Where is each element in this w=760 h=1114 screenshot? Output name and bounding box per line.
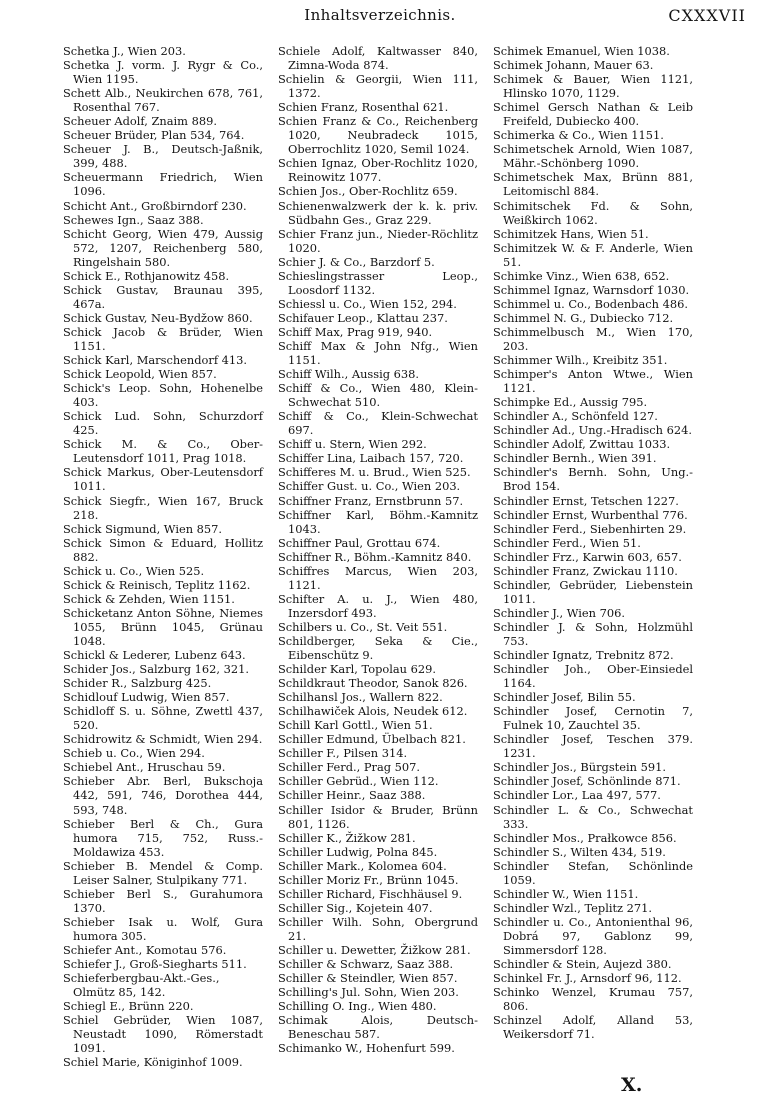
index-entry: Schindler L. & Co., Schwechat 333. (493, 802, 693, 831)
signature-mark: X. (621, 1074, 643, 1096)
index-entry: Schindler Ernst, Tetschen 1227. (493, 493, 679, 508)
index-entry: Schiller Gebrüd., Wien 112. (278, 774, 439, 789)
index-entry: Schiffres Marcus, Wien 203, 1121. (278, 563, 478, 592)
index-entry: Schick M. & Co., Ober-Leutensdorf 1011, Prag 1018. (63, 437, 263, 466)
index-entry: Schilbers u. Co., St. Veit 551. (278, 619, 448, 634)
index-entry: Schider R., Salzburg 425. (63, 676, 212, 691)
index-entry: Schimke Vinz., Wien 638, 652. (493, 268, 670, 283)
index-entry: Schiefer J., Groß-Siegharts 511. (63, 957, 247, 972)
index-entry: Schindler Josef, Bilin 55. (493, 690, 636, 705)
index-entry: Schinko Wenzel, Krumau 757, 806. (493, 985, 693, 1014)
index-entry: Schicketanz Anton Söhne, Niemes 1055, Brünn 1045, Grünau 1048. (63, 605, 263, 648)
index-entry: Schilhansl Jos., Wallern 822. (278, 690, 443, 705)
index-entry: Schieslingstrasser Leop., Loosdorf 1132. (278, 268, 478, 297)
index-entry: Schidrowitz & Schmidt, Wien 294. (63, 732, 263, 747)
index-entry: Schindler & Stein, Aujezd 380. (493, 957, 672, 972)
index-entry: Schindler Jos., Bürgstein 591. (493, 760, 666, 775)
index-entry: Schifferes M. u. Brud., Wien 525. (278, 465, 471, 480)
index-entry: Schiffner Karl, Böhm.-Kamnitz 1043. (278, 507, 478, 536)
index-entry: Schinkel Fr. J., Arnsdorf 96, 112. (493, 971, 682, 986)
index-entry: Schiller & Steindler, Wien 857. (278, 971, 458, 986)
index-entry: Schiller Isidor & Bruder, Brünn 801, 1126. (278, 802, 478, 831)
index-entry: Schiebel Ant., Hruschau 59. (63, 760, 226, 775)
index-entry: Schimitzek W. & F. Anderle, Wien 51. (493, 240, 693, 269)
index-entry: Schindler Ad., Ung.-Hradisch 624. (493, 423, 692, 438)
index-entry: Schiegl E., Brünn 220. (63, 999, 194, 1014)
index-entry: Schimper's Anton Wtwe., Wien 1121. (493, 367, 693, 396)
index-entry: Schiele Adolf, Kaltwasser 840, Zimna-Woda 874. (278, 44, 478, 73)
index-entry: Schindler S., Wilten 434, 519. (493, 844, 666, 859)
index-entry: Schidloff S. u. Söhne, Zwettl 437, 520. (63, 704, 263, 733)
index-entry: Schiffner Franz, Ernstbrunn 57. (278, 493, 464, 508)
index-entry: Schiff Max & John Nfg., Wien 1151. (278, 338, 478, 368)
index-entry: Schick Gustav, Neu-Bydžow 860. (63, 310, 253, 325)
index-entry: Schiller Moriz Fr., Brünn 1045. (278, 872, 459, 887)
index-entry: Scheuer Adolf, Znaim 889. (63, 114, 217, 129)
index-entry: Schiller Ferd., Prag 507. (278, 760, 421, 775)
index-entry: Schiff Wilh., Aussig 638. (278, 367, 420, 382)
index-entry: Schetka J., Wien 203. (63, 44, 186, 58)
index-entry: Schielin & Georgii, Wien 111, 1372. (278, 72, 478, 101)
index-entry: Schimerka & Co., Wien 1151. (493, 128, 664, 143)
index-entry: Schien Jos., Ober-Rochlitz 659. (278, 184, 458, 199)
index-entry: Schimmel u. Co., Bodenbach 486. (493, 296, 688, 311)
index-entry: Schiff u. Stern, Wien 292. (278, 437, 427, 452)
index-entry: Scheuer J. B., Deutsch-Jaßnik, 399, 488. (63, 142, 263, 171)
index-entry: Schimmel N. G., Dubiecko 712. (493, 310, 674, 325)
index-entry: Schiller Edmund, Übelbach 821. (278, 732, 466, 747)
index-entry: Schiller F., Pilsen 314. (278, 746, 408, 761)
index-entry: Schiff & Co., Klein-Schwechat 697. (278, 409, 478, 438)
running-header (0, 0, 760, 34)
index-entry: Schimetschek Max, Brünn 881, Leitomischl 884. (493, 170, 693, 199)
index-entry: Schindler Frz., Karwin 603, 657. (493, 549, 682, 564)
index-entry: Schill Karl Gottl., Wien 51. (278, 718, 433, 733)
index-entry: Schicht Ant., Großbirndorf 230. (63, 198, 247, 213)
index-entry: Schindler J. & Sohn, Holzmühl 753. (493, 619, 693, 648)
index-entry: Schieber B. Mendel & Comp. Leiser Salner, Stulpikany 771. (63, 858, 263, 887)
index-entry: Schiller Heinr., Saaz 388. (278, 788, 426, 803)
index-entry: Schindler's Bernh. Sohn, Ung.-Brod 154. (493, 465, 693, 494)
index-entry: Schiefer Ant., Komotau 576. (63, 943, 227, 957)
index-entry: Schimmel Ignaz, Warnsdorf 1030. (493, 282, 690, 297)
index-entry: Schiff Max, Prag 919, 940. (278, 324, 433, 339)
index-entry: Schick's Leop. Sohn, Hohenelbe 403. (63, 381, 263, 410)
index-entry: Schildkraut Theodor, Sanok 826. (278, 676, 468, 691)
index-entry: Schilling O. Ing., Wien 480. (278, 999, 437, 1014)
index-entry: Schindler Bernh., Wien 391. (493, 451, 657, 466)
index-entry: Schiel Gebrüder, Wien 1087, Neustadt 1090, Römerstadt 1091. (63, 1013, 263, 1056)
index-entry: Schifter A. u. J., Wien 480, Inzersdorf 493. (278, 591, 478, 620)
index-entry: Schiffner R., Böhm.-Kamnitz 840. (278, 549, 472, 564)
index-entry: Schindler Ferd., Siebenhirten 29. (493, 521, 687, 536)
index-entry: Schiller K., Žižkow 281. (278, 830, 416, 845)
index-entry: Schindler A., Schönfeld 127. (493, 409, 658, 424)
index-entry: Schindler Josef, Teschen 379. 1231. (493, 732, 693, 761)
index-entry: Schimek & Bauer, Wien 1121, Hlinsko 1070, 1129. (493, 72, 693, 101)
index-entry: Schindler Wzl., Teplitz 271. (493, 900, 653, 915)
index-entry: Schimetschek Arnold, Wien 1087, Mähr.-Schönberg 1090. (493, 142, 693, 171)
index-entry: Schieferbergbau-Akt.-Ges., Olmütz 85, 142. (63, 971, 220, 1000)
index-entry: Schindler Franz, Zwickau 1110. (493, 563, 678, 578)
index-entry: Schimak Alois, Deutsch-Beneschau 587. (278, 1013, 478, 1042)
index-entry: Schimel Gersch Nathan & Leib Freifeld, Dubiecko 400. (493, 100, 693, 129)
index-entry: Schieber Abr. Berl, Bukschoja 442, 591, 746, Dorothea 444, 593, 748. (63, 774, 263, 817)
index-entry: Schiller Mark., Kolomea 604. (278, 858, 447, 873)
index-entry: Schiller u. Dewetter, Žižkow 281. (278, 943, 471, 957)
index-entry: Schiffer Lina, Laibach 157, 720. (278, 451, 464, 466)
index-entry: Schindler Adolf, Zwittau 1033. (493, 437, 671, 452)
index-entry: Schindler Mos., Prałkowce 856. (493, 830, 677, 845)
index-entry: Schindler J., Wien 706. (493, 605, 625, 620)
index-entry: Schick Siegfr., Wien 167, Bruck 218. (63, 493, 263, 522)
index-entry: Schimmer Wilh., Kreibitz 351. (493, 353, 668, 368)
index-entry: Schindler Josef, Cernotin 7, Fulnek 10, Zauchtel 35. (493, 704, 693, 733)
index-entry: Schieber Isak u. Wolf, Gura humora 305. (63, 914, 263, 943)
index-entry: Schick Lud. Sohn, Schurzdorf 425. (63, 409, 263, 438)
index-entry: Schien Franz, Rosenthal 621. (278, 100, 449, 115)
index-entry: Schieber Berl & Ch., Gura humora 715, 752, Russ.-Moldawiza 453. (63, 816, 263, 859)
index-entry: Schickl & Lederer, Lubenz 643. (63, 648, 246, 663)
index-entry: Schieb u. Co., Wien 294. (63, 746, 205, 761)
index-entry: Schinzel Adolf, Alland 53, Weikersdorf 71. (493, 1013, 693, 1042)
index-entry: Schien Franz & Co., Reichenberg 1020, Neubradeck 1015, Oberrochlitz 1020, Semil 1024. (278, 114, 478, 157)
index-entry: Schider Jos., Salzburg 162, 321. (63, 662, 249, 677)
index-entry: Schick u. Co., Wien 525. (63, 563, 205, 578)
index-entry: Schindler Stefan, Schönlinde 1059. (493, 858, 693, 887)
index-entry: Schiel Marie, Königinhof 1009. (63, 1055, 243, 1070)
index-entry: Schett Alb., Neukirchen 678, 761, Rosenthal 767. (63, 86, 263, 115)
index-entry: Schick E., Rothjanowitz 458. (63, 268, 230, 283)
index-entry: Schindler Lor., Laa 497, 577. (493, 788, 661, 803)
index-entry: Schiessl u. Co., Wien 152, 294. (278, 296, 457, 311)
index-entry: Schindler Ferd., Wien 51. (493, 535, 641, 550)
index-entry: Schimitschek Fd. & Sohn, Weißkirch 1062. (493, 198, 693, 227)
index-entry: Schindler W., Wien 1151. (493, 886, 639, 901)
index-entry: Schick Jacob & Brüder, Wien 1151. (63, 324, 263, 353)
index-entry: Schindler Ignatz, Trebnitz 872. (493, 648, 674, 663)
index-entry: Schiller Sig., Kojetein 407. (278, 900, 433, 915)
index-entry: Schilling's Jul. Sohn, Wien 203. (278, 985, 459, 1000)
index-entry: Schindler u. Co., Antonienthal 96, Dobrá 97, Gablonz 99, Simmersdorf 128. (493, 914, 693, 957)
index-entry: Schifauer Leop., Klattau 237. (278, 310, 448, 325)
index-entry: Schimpke Ed., Aussig 795. (493, 395, 648, 410)
index-entry: Schindler Joh., Ober-Einsiedel 1164. (493, 662, 693, 691)
index-entry: Schiffner Paul, Grottau 674. (278, 535, 441, 550)
index-entry: Schick & Zehden, Wien 1151. (63, 591, 235, 606)
index-entry: Schieber Berl S., Gurahumora 1370. (63, 886, 263, 915)
index-entry: Schick Simon & Eduard, Hollitz 882. (63, 535, 263, 564)
index-entry: Schick & Reinisch, Teplitz 1162. (63, 577, 251, 592)
index-entry: Schiffer Gust. u. Co., Wien 203. (278, 479, 461, 494)
index-entry: Schicht Georg, Wien 479, Aussig 572, 1207, Reichenberg 580, Ringelshain 580. (63, 226, 263, 269)
index-column-1 (63, 44, 263, 1069)
index-entry: Schetka J. vorm. J. Rygr & Co., Wien 1195. (63, 58, 263, 87)
index-entry: Schewes Ign., Saaz 388. (63, 212, 204, 227)
index-entry: Schiller Richard, Fischhäusel 9. (278, 886, 463, 901)
index-entry: Schindler Ernst, Wurbenthal 776. (493, 507, 688, 522)
index-entry: Schick Karl, Marschendorf 413. (63, 353, 248, 368)
index-entry: Schick Leopold, Wien 857. (63, 367, 217, 382)
index-entry: Schiller Ludwig, Polna 845. (278, 844, 438, 859)
index-entry: Schildberger, Seka & Cie., Eibenschütz 9. (278, 633, 478, 663)
index-entry: Schimek Emanuel, Wien 1038. (493, 44, 670, 58)
index-entry: Schien Ignaz, Ober-Rochlitz 1020, Reinowitz 1077. (278, 156, 478, 185)
page-title: Inhaltsverzeichnis. (304, 6, 456, 24)
index-entry: Schiff & Co., Wien 480, Klein-Schwechat 510. (278, 381, 478, 410)
index-column-3 (493, 44, 693, 1041)
index-column-2 (278, 44, 478, 1055)
page-number: CXXXVII (668, 6, 746, 25)
index-entry: Schilhawiček Alois, Neudek 612. (278, 704, 468, 719)
index-entry: Schimitzek Hans, Wien 51. (493, 226, 649, 241)
index-entry: Schindler, Gebrüder, Liebenstein 1011. (493, 577, 693, 606)
index-entry: Schidlouf Ludwig, Wien 857. (63, 690, 230, 705)
index-entry: Schick Sigmund, Wien 857. (63, 521, 223, 536)
index-entry: Schick Gustav, Braunau 395, 467a. (63, 282, 263, 311)
index-entry: Schiller Wilh. Sohn, Obergrund 21. (278, 914, 478, 943)
index-entry: Schimanko W., Hohenfurt 599. (278, 1041, 455, 1056)
index-entry: Schimek Johann, Mauer 63. (493, 58, 654, 73)
index-entry: Schick Markus, Ober-Leutensdorf 1011. (63, 465, 263, 494)
index-entry: Scheuermann Friedrich, Wien 1096. (63, 170, 263, 199)
index-entry: Schilder Karl, Topolau 629. (278, 662, 437, 677)
index-entry: Schienenwalzwerk der k. k. priv. Südbahn Ges., Graz 229. (278, 198, 478, 227)
index-entry: Schindler Josef, Schönlinde 871. (493, 774, 681, 789)
index-entry: Schimmelbusch M., Wien 170, 203. (493, 324, 693, 353)
index-entry: Scheuer Brüder, Plan 534, 764. (63, 128, 245, 143)
index-entry: Schier J. & Co., Barzdorf 5. (278, 254, 435, 269)
index-entry: Schier Franz jun., Nieder-Röchlitz 1020. (278, 226, 478, 255)
index-entry: Schiller & Schwarz, Saaz 388. (278, 957, 454, 972)
